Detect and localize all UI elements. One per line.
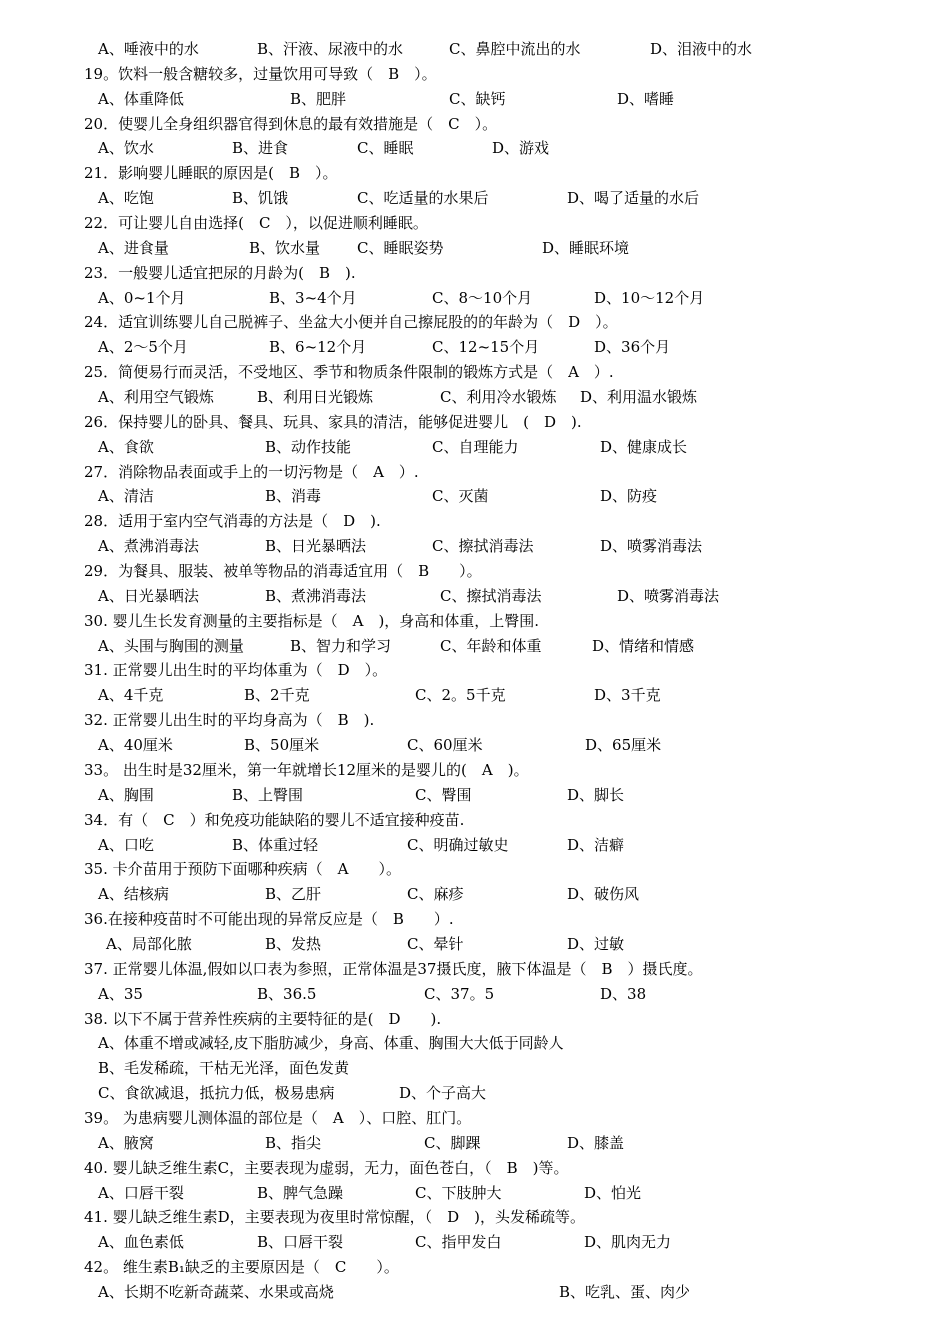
question-text: 40. 婴儿缺乏维生素C，主要表现为虚弱，无力，面色苍白，（ B )等。: [84, 1158, 569, 1177]
option-text: D、膝盖: [567, 1133, 625, 1152]
question-line: [0, 708, 950, 733]
question-line: [0, 1156, 950, 1181]
question-line: [0, 509, 950, 534]
options-line: [0, 783, 950, 808]
option-text: D、过敏: [567, 934, 625, 953]
options-line: [0, 136, 950, 161]
question-text: 25．简便易行而灵活，不受地区、季节和物质条件限制的锻炼方式是（ A ）.: [84, 363, 614, 382]
option-text: A、胸围: [98, 785, 154, 804]
option-text: D、65厘米: [585, 736, 662, 755]
option-text: D、脚长: [567, 785, 625, 804]
option-text: B、利用日光锻炼: [257, 388, 374, 407]
option-text: D、怕光: [584, 1183, 642, 1202]
option-text: C、60厘米: [407, 736, 483, 755]
option-text: D、38: [600, 984, 647, 1003]
question-text: 26．保持婴儿的卧具、餐具、玩具、家具的清洁，能够促进婴儿 ( D ).: [84, 412, 582, 431]
option-text: A、吃饱: [98, 189, 154, 208]
question-line: [0, 211, 950, 236]
options-line: [0, 882, 950, 907]
option-text: C、明确过敏史: [407, 835, 509, 854]
option-text: A、体重降低: [98, 89, 184, 108]
options-line: [0, 335, 950, 360]
option-text: A、煮沸消毒法: [98, 537, 199, 556]
option-text: A、4千克: [98, 686, 164, 705]
question-line: [0, 1056, 950, 1081]
option-text: C、指甲发白: [415, 1233, 502, 1252]
option-text: D、肌肉无力: [584, 1233, 672, 1252]
question-text: 23．一般婴儿适宜把尿的月龄为( B ).: [84, 263, 356, 282]
question-text: 28．适用于室内空气消毒的方法是（ D ).: [84, 512, 381, 531]
options-line: [0, 584, 950, 609]
option-text: D、防疫: [600, 487, 658, 506]
option-text: C、擦拭消毒法: [432, 537, 534, 556]
option-text: A、长期不吃新奇蔬菜、水果或高烧: [98, 1282, 334, 1301]
option-text: A、0~1个月: [98, 288, 186, 307]
option-text: D、情绪和情感: [592, 636, 695, 655]
option-text: B、饥饿: [232, 189, 289, 208]
option-text: D、3千克: [594, 686, 661, 705]
question-line: [0, 857, 950, 882]
options-line: [0, 733, 950, 758]
option-text: B、乙肝: [265, 885, 322, 904]
option-text: B、3~4个月: [269, 288, 357, 307]
question-text: 27．消除物品表面或手上的一切污物是（ A ）.: [84, 462, 419, 481]
option-text: D、健康成长: [600, 437, 688, 456]
question-text: 34．有（ C ）和免疫功能缺陷的婴儿不适宜接种疫苗.: [84, 810, 465, 829]
options-line: [0, 286, 950, 311]
option-text: B、日光暴晒法: [265, 537, 367, 556]
option-text: C、下肢肿大: [415, 1183, 502, 1202]
option-text: A、饮水: [98, 139, 154, 158]
options-line: [0, 1230, 950, 1255]
option-text: C、2。5千克: [415, 686, 506, 705]
options-line: [0, 37, 950, 62]
question-text: 32. 正常婴儿出生时的平均身高为（ B ).: [84, 711, 375, 730]
question-line: [0, 62, 950, 87]
question-line: [0, 758, 950, 783]
option-text: B、肥胖: [290, 89, 347, 108]
option-text: D、嗜睡: [617, 89, 675, 108]
option-text: D、36个月: [594, 338, 671, 357]
question-line: [0, 112, 950, 137]
option-text: A、腋窝: [98, 1133, 154, 1152]
question-line: [0, 1106, 950, 1131]
question-line: [0, 1007, 950, 1032]
option-text: B、汗液、尿液中的水: [257, 40, 404, 58]
question-line: [0, 161, 950, 186]
question-line: [0, 559, 950, 584]
option-text: B、指尖: [265, 1133, 322, 1152]
option-text: C、睡眠: [357, 139, 414, 158]
options-line: [0, 385, 950, 410]
question-text: 30. 婴儿生长发育测量的主要指标是（ A )，身高和体重，上臀围.: [84, 611, 540, 630]
option-text: D、泪液中的水: [650, 40, 753, 58]
option-text: A、头围与胸围的测量: [98, 636, 244, 655]
option-text: C、晕针: [407, 934, 464, 953]
options-line: [0, 1081, 950, 1106]
question-line: [0, 1031, 950, 1056]
options-line: [0, 534, 950, 559]
option-text: C、灭菌: [432, 487, 489, 506]
option-text: A、口唇干裂: [98, 1183, 184, 1202]
option-text: B、煮沸消毒法: [265, 586, 367, 605]
option-text: A、局部化脓: [106, 934, 192, 953]
option-text: D、喝了适量的水后: [567, 189, 700, 208]
question-line: [0, 310, 950, 335]
option-text: A、结核病: [98, 885, 169, 904]
option-text: A、进食量: [98, 238, 169, 257]
question-line: [0, 609, 950, 634]
option-text: B、体重过轻: [232, 835, 319, 854]
options-line: [0, 484, 950, 509]
question-line: [0, 907, 950, 932]
option-text: C、吃适量的水果后: [357, 189, 489, 208]
option-text: A、食欲: [98, 437, 154, 456]
question-text: 19。饮料一般含糖较多，过量饮用可导致（ B ）。: [84, 64, 437, 83]
option-text: B、动作技能: [265, 437, 352, 456]
options-line: [0, 982, 950, 1007]
option-text: D、游戏: [492, 139, 550, 158]
option-text: D、洁癖: [567, 835, 625, 854]
exam-document: [0, 37, 950, 1305]
options-line: [0, 186, 950, 211]
option-text: D、10～12个月: [594, 288, 705, 307]
option-text: B、脾气急躁: [257, 1183, 344, 1202]
option-text: B、消毒: [265, 487, 322, 506]
options-line: [0, 683, 950, 708]
option-text: A、利用空气锻炼: [98, 388, 214, 407]
question-text: 35. 卡介苗用于预防下面哪种疾病（ A ）。: [84, 860, 401, 879]
option-text: C、自理能力: [432, 437, 519, 456]
options-line: [0, 435, 950, 460]
question-line: [0, 360, 950, 385]
option-text: A、口吃: [98, 835, 154, 854]
question-text: 37. 正常婴儿体温,假如以口表为参照，正常体温是37摄氏度，腋下体温是（ B ）摄氏度。: [84, 959, 703, 978]
option-text: D、利用温水锻炼: [580, 388, 698, 407]
option-text: D、破伤风: [567, 885, 640, 904]
option-text: D、喷雾消毒法: [617, 586, 720, 605]
option-text: A、40厘米: [98, 736, 173, 755]
question-text: B、毛发稀疏，干枯无光泽，面色发黄: [98, 1059, 350, 1078]
question-text: 42。 维生素B₁缺乏的主要原因是（ C ）。: [84, 1258, 399, 1277]
option-text: C、脚踝: [424, 1133, 481, 1152]
option-text: C、鼻腔中流出的水: [449, 40, 581, 58]
question-text: 29．为餐具、服装、被单等物品的消毒适宜用（ B ）。: [84, 562, 482, 581]
options-line: [0, 1131, 950, 1156]
question-text: 38. 以下不属于营养性疾病的主要特征的是( D ).: [84, 1009, 442, 1028]
question-text: 22．可让婴儿自由选择( C ），以促进顺利睡眠。: [84, 214, 428, 233]
question-line: [0, 261, 950, 286]
option-text: C、年龄和体重: [440, 636, 542, 655]
option-text: C、麻疹: [407, 885, 464, 904]
options-line: [0, 833, 950, 858]
option-text: B、进食: [232, 139, 289, 158]
option-text: B、吃乳、蛋、肉少: [559, 1282, 691, 1301]
option-text: A、35: [98, 984, 143, 1003]
options-line: [0, 1181, 950, 1206]
question-text: 36.在接种疫苗时不可能出现的异常反应是（ B ）.: [84, 910, 454, 929]
option-text: B、36.5: [257, 984, 317, 1003]
question-line: [0, 957, 950, 982]
question-line: [0, 1205, 950, 1230]
question-line: [0, 1255, 950, 1280]
question-line: [0, 460, 950, 485]
question-text: 33。 出生时是32厘米，第一年就增长12厘米的是婴儿的( A )。: [84, 760, 529, 779]
question-line: [0, 658, 950, 683]
option-text: D、个子高大: [399, 1084, 487, 1103]
option-text: C、利用冷水锻炼: [440, 388, 557, 407]
question-line: [0, 410, 950, 435]
options-line: [0, 1280, 950, 1305]
option-text: C、睡眠姿势: [357, 238, 444, 257]
option-text: C、臀围: [415, 785, 472, 804]
question-text: 24．适宜训练婴儿自己脱裤子、坐盆大小便并自己擦屁股的的年龄为（ D ）。: [84, 313, 618, 332]
option-text: A、血色素低: [98, 1233, 184, 1252]
option-text: C、缺钙: [449, 89, 506, 108]
options-line: [0, 634, 950, 659]
option-text: B、6~12个月: [269, 338, 367, 357]
option-text: C、擦拭消毒法: [440, 586, 542, 605]
options-line: [0, 87, 950, 112]
option-text: B、口唇干裂: [257, 1233, 344, 1252]
options-line: [0, 236, 950, 261]
option-text: B、2千克: [244, 686, 310, 705]
option-text: B、智力和学习: [290, 636, 392, 655]
option-text: D、喷雾消毒法: [600, 537, 703, 556]
option-text: A、2～5个月: [98, 338, 188, 357]
option-text: B、上臀围: [232, 785, 304, 804]
option-text: B、50厘米: [244, 736, 320, 755]
option-text: B、饮水量: [249, 238, 321, 257]
question-text: 39。 为患病婴儿测体温的部位是（ A ）、口腔、肛门。: [84, 1108, 472, 1127]
option-text: C、食欲减退，抵抗力低，极易患病: [98, 1084, 335, 1103]
option-text: A、日光暴晒法: [98, 586, 199, 605]
option-text: A、唾液中的水: [98, 40, 199, 58]
question-text: 21．影响婴儿睡眠的原因是( B ）。: [84, 164, 338, 183]
option-text: C、8～10个月: [432, 288, 533, 307]
question-text: A、体重不增或减轻,皮下脂肪减少，身高、体重、胸围大大低于同龄人: [98, 1034, 564, 1053]
options-line: [0, 932, 950, 957]
question-text: 20．使婴儿全身组织器官得到休息的最有效措施是（ C ）。: [84, 114, 498, 133]
option-text: C、12~15个月: [432, 338, 540, 357]
option-text: A、清洁: [98, 487, 154, 506]
option-text: B、发热: [265, 934, 322, 953]
option-text: C、37。5: [424, 984, 495, 1003]
question-text: 41. 婴儿缺乏维生素D，主要表现为夜里时常惊醒，（ D )，头发稀疏等。: [84, 1208, 586, 1227]
question-line: [0, 808, 950, 833]
option-text: D、睡眠环境: [542, 238, 630, 257]
question-text: 31. 正常婴儿出生时的平均体重为（ D ）。: [84, 661, 388, 680]
